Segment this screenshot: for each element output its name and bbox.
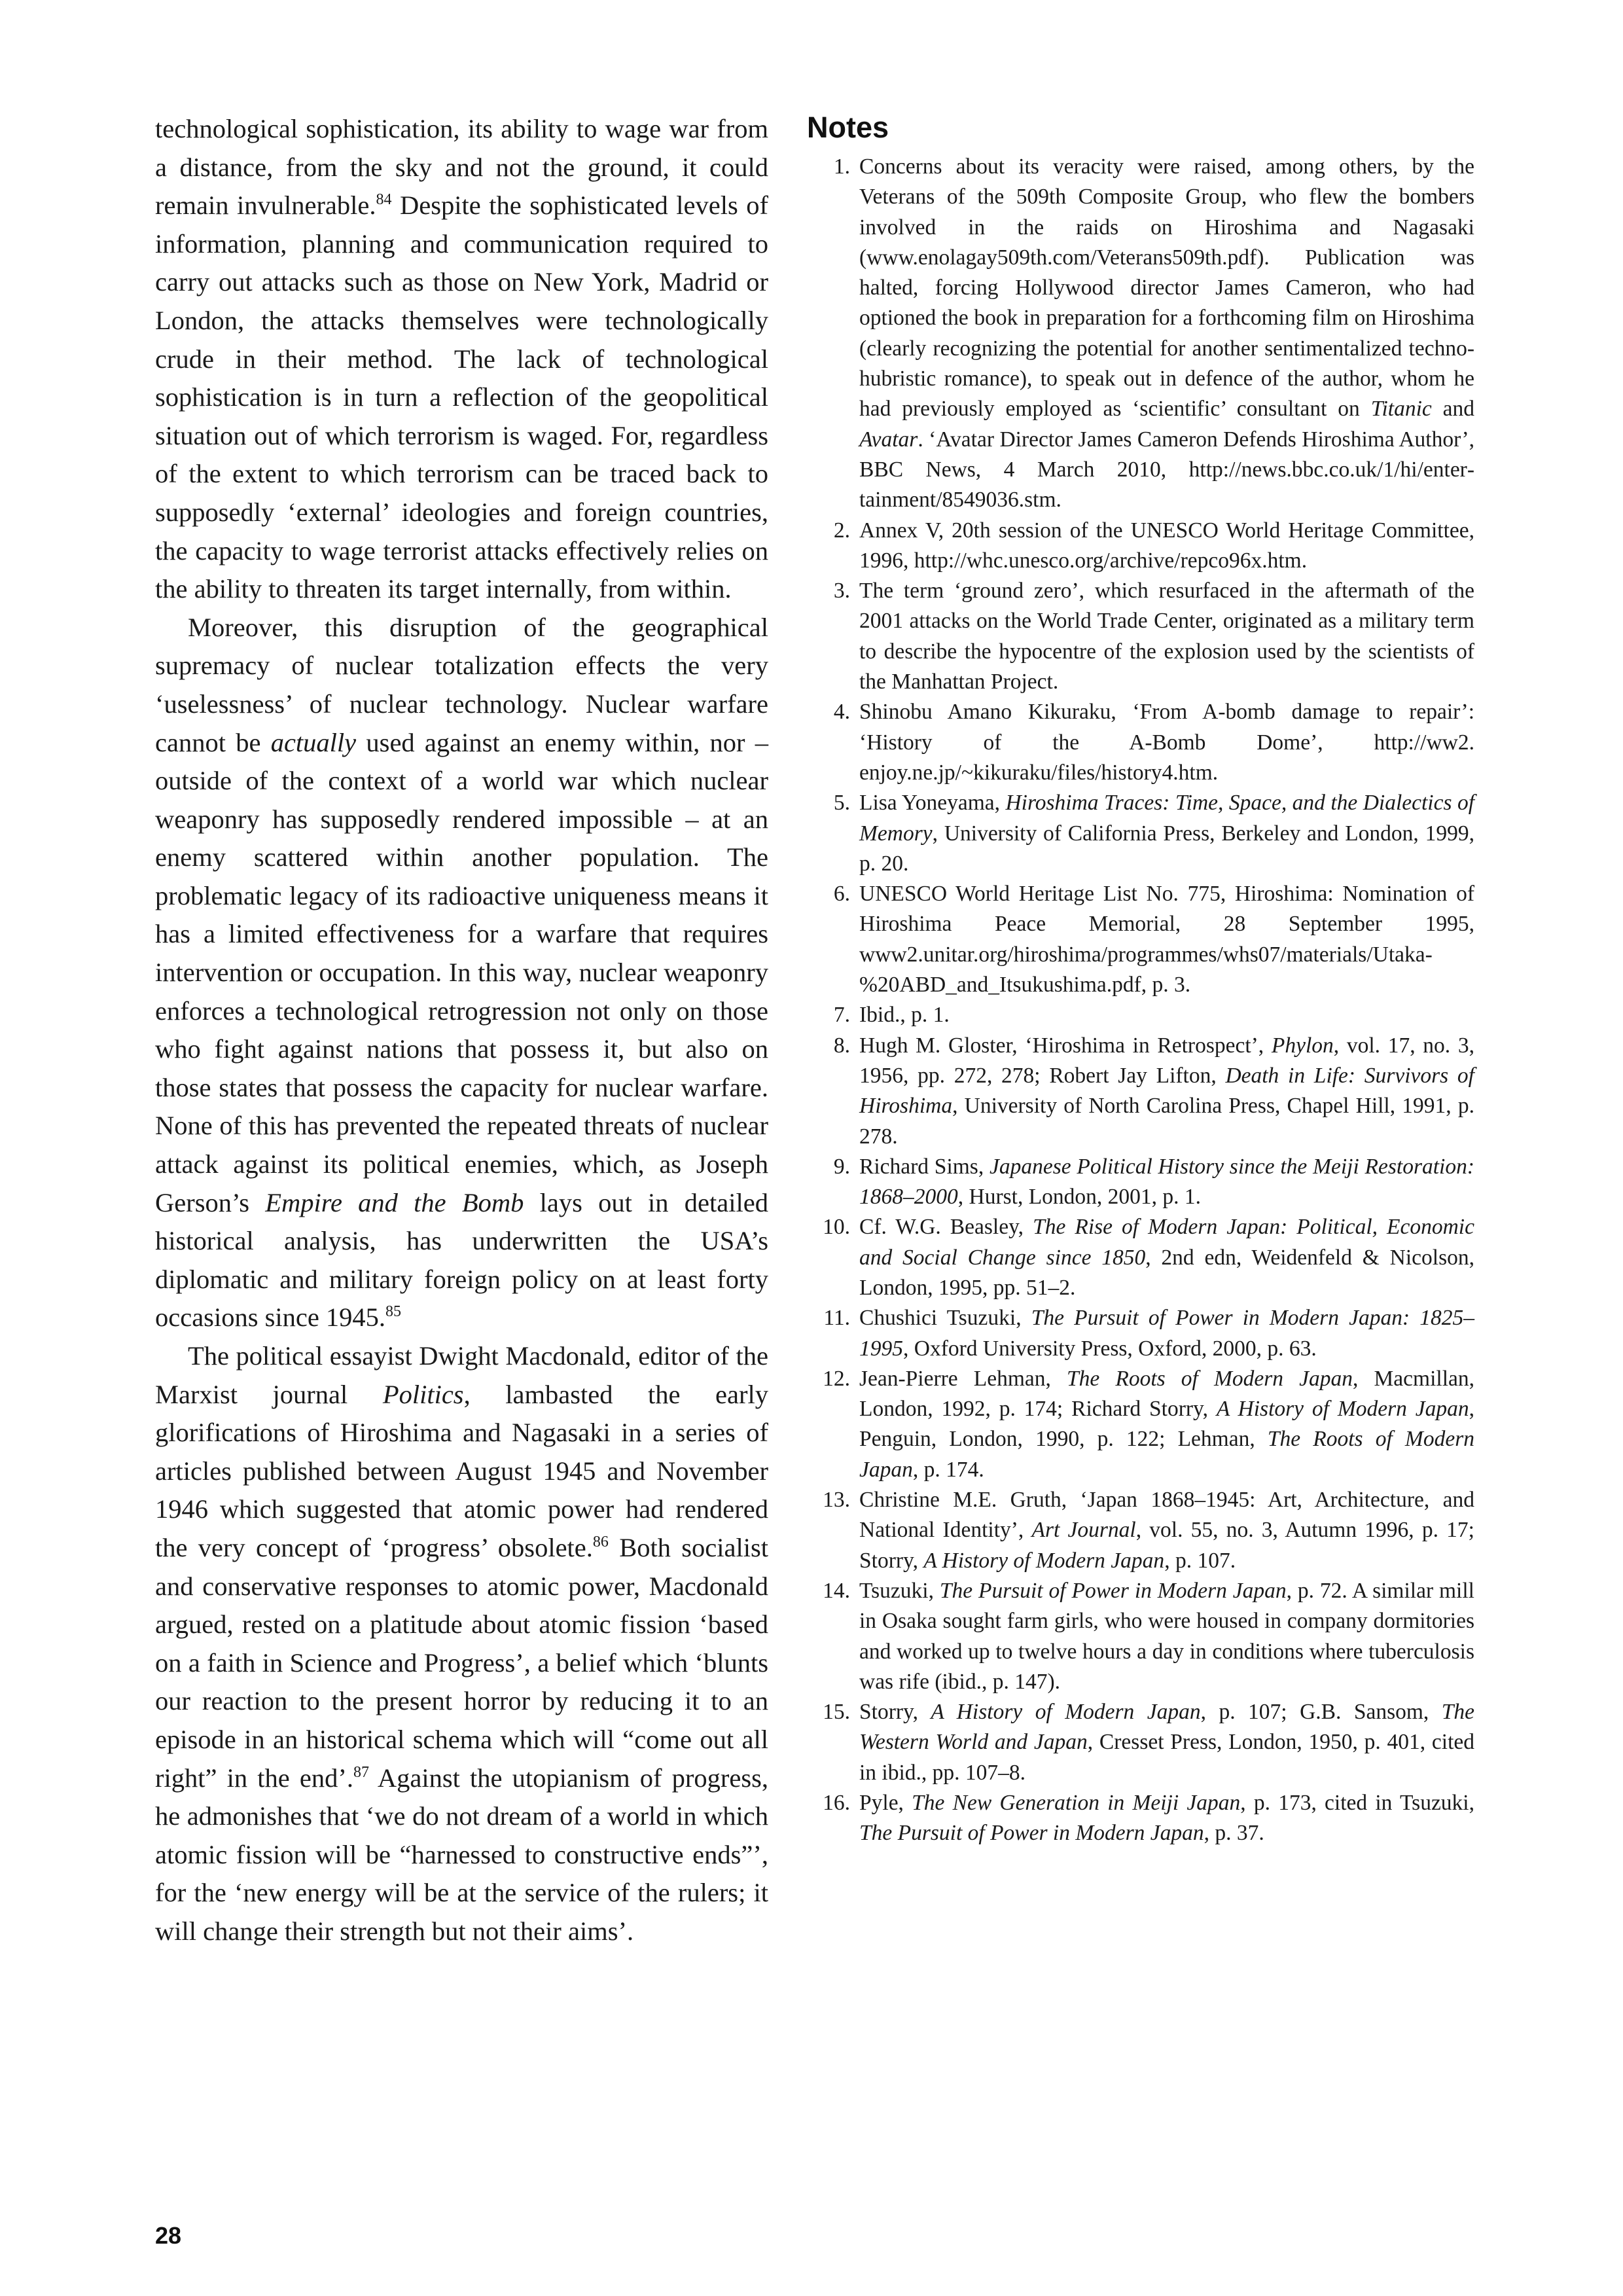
italic-title: The Pursuit of Power in Modern Japan <box>859 1821 1204 1846</box>
body-paragraph <box>155 1337 768 1951</box>
note-number: 3. <box>833 579 850 603</box>
note-item <box>807 1364 1474 1485</box>
italic-title: The Pursuit of Power in Modern Japan <box>939 1578 1287 1603</box>
text-run: Richard Sims, <box>859 1154 990 1179</box>
notes-list <box>807 152 1474 1849</box>
italic-title: Phylon <box>1271 1033 1334 1058</box>
text-run: , p. 107. <box>1164 1548 1236 1573</box>
note-item <box>807 1576 1474 1697</box>
italic-title: A History of Modern Japan <box>1216 1397 1469 1422</box>
text-run: and <box>1431 397 1475 422</box>
text-run: , Oxford University Press, Oxford, 2000, p. 63. <box>903 1336 1317 1361</box>
italic-title: A History of Modern Japan <box>931 1700 1201 1725</box>
text-run: , vol. 55, no. 3, Autumn 1996, p. 17; Storry, <box>859 1518 1474 1573</box>
note-number: 12. <box>823 1366 850 1391</box>
text-run: Tsuzuki, <box>859 1578 940 1603</box>
italic-title: Politics <box>382 1379 464 1409</box>
main-text-column <box>155 110 768 1951</box>
text-run: used against an enemy within, nor – outside of the context of a world war which nuclear weaponry has supposedly rendered impossible – at an enemy scattered within another population. The problematic legacy of its radioactive uniqueness means it has a limited effectiveness for a warfare that requires intervention or occupation. In this way, nuclear weaponry enforces a technological retrogression not only on those who fight against nations that possess it, but also on those states that possess the capacity for nuclear warfare. None of this has prevented the repeated threats of nuclear attack against its political enemies, which, as Joseph Gerson’s <box>155 727 768 1217</box>
text-run: , p. 37. <box>1204 1821 1264 1846</box>
note-item <box>807 879 1474 1000</box>
italic-title: Empire and the Bomb <box>265 1187 524 1217</box>
text-run: Hugh M. Gloster, ‘Hiroshima in Retrospect’, <box>859 1033 1272 1058</box>
italic-title: Art Journal <box>1031 1518 1136 1543</box>
text-run: , p. 72. A similar mill in Osaka sought farm girls, who were housed in company dormitories and worked up to twelve hours a day in conditions where tuberculosis was rife (ibid., p. 147). <box>859 1578 1474 1694</box>
note-item <box>807 1303 1474 1364</box>
text-run: Cf. W.G. Beasley, <box>859 1215 1033 1240</box>
footnote-marker: 85 <box>385 1303 402 1321</box>
note-number: 9. <box>833 1154 850 1179</box>
italic-title: Death in Life: Survivors of Hiroshima <box>859 1063 1474 1119</box>
text-run: , Penguin, London, 1990, p. 122; Lehman, <box>859 1397 1474 1452</box>
text-run: , University of California Press, Berkeley and London, 1999, p. 20. <box>859 821 1474 876</box>
italic-title: Hiroshima Traces: Time, Space, and the Dialectics of Memory <box>859 791 1474 846</box>
note-number: 16. <box>823 1791 850 1816</box>
note-item <box>807 788 1474 879</box>
text-run: Concerns about its veracity were raised, among others, by the Veterans of the 509th Composite Group, who flew the bombers involved in the raids on Hiroshima and Nagasaki (www.enolagay509th.com/Veterans509th.​pdf). Publication was halted, forcing Hollywood director James Cameron, who had optioned the book in preparation for a forthcoming film on Hiroshima (clearly recognizing the potential for another sentimentalized techno-hubristic romance), to speak out in defence of the author, whom he had previously employed as ‘scientific’ consultant on <box>859 154 1474 422</box>
text-run: , p. 107; G.B. Sansom, <box>1200 1700 1442 1725</box>
italic-title: The Rise of Modern Japan: Political, Economic and Social Change since 1850 <box>859 1215 1474 1270</box>
note-item <box>807 1212 1474 1303</box>
footnote-marker: 87 <box>353 1763 369 1781</box>
text-run: Christine M.E. Gruth, ‘Japan 1868–1945: Art, Architecture, and National Identity’, <box>859 1488 1474 1543</box>
italic-title: The Pursuit of Power in Modern Japan: 1825–1995 <box>859 1306 1474 1361</box>
note-number: 4. <box>833 700 850 725</box>
text-run: , p. 174. <box>912 1457 984 1482</box>
note-number: 10. <box>823 1215 850 1240</box>
text-run: , 2nd edn, Weidenfeld & Nicolson, London, 1995, pp. 51–2. <box>859 1245 1474 1300</box>
note-item <box>807 697 1474 788</box>
note-number: 8. <box>833 1033 850 1058</box>
text-run: Lisa Yoneyama, <box>859 791 1006 816</box>
note-number: 2. <box>833 518 850 543</box>
footnote-marker: 84 <box>376 191 392 209</box>
italic-title: Japanese Political History since the Meiji Restoration: 1868–2000 <box>859 1154 1475 1210</box>
italic-title: The Western World and Japan <box>859 1700 1474 1755</box>
note-number: 6. <box>833 882 850 906</box>
note-item <box>807 1000 1474 1030</box>
italic-title: The Roots of Modern Japan <box>1067 1366 1353 1391</box>
text-run: Ibid., p. 1. <box>859 1003 950 1028</box>
text-run: , Hurst, London, 2001, p. 1. <box>957 1185 1202 1210</box>
notes-column <box>807 111 1474 1849</box>
note-item <box>807 1788 1474 1849</box>
italic-title: actually <box>270 727 357 757</box>
text-run: . ‘Avatar Director James Cameron Defends Hiroshima Author’, BBC News, 4 March 2010, http://news.bbc.co.uk/1/hi/entertainment/8549036.stm. <box>859 427 1474 512</box>
text-run: Moreover, this disruption of the geographical supremacy of nuclear totalization effects the very ‘uselessness’ of nuclear technology. Nuclear warfare cannot be <box>155 612 768 757</box>
italic-title: The New Generation in Meiji Japan <box>912 1791 1241 1816</box>
note-item <box>807 576 1474 697</box>
note-item <box>807 1697 1474 1788</box>
italic-title: Avatar <box>859 427 918 452</box>
text-run: , p. 173, cited in Tsuzuki, <box>1240 1791 1474 1816</box>
note-number: 1. <box>833 154 850 179</box>
text-run: Against the utopianism of progress, he admonishes that ‘we do not dream of a world in which atomic fission will be “harnessed to constructive ends”’, for the ‘new energy will be at the service of the rulers; it will change their strength but not their aims’. <box>155 1763 768 1946</box>
text-run: , lambasted the early glorifications of Hiroshima and Nagasaki in a series of articles published between August 1945 and November 1946 which suggested that atomic power had rendered the very concept of ‘progress’ obsolete. <box>155 1379 768 1562</box>
text-run: technological sophistication, its ability to wage war from a distance, from the sky and not the ground, it could remain invulnerable. <box>155 114 768 221</box>
text-run: UNESCO World Heritage List No. 775, Hiroshima: Nomination of Hiroshima Peace Memorial, 28 September 1995, www2.unitar.org/hiroshima/programmes/whs07/​materials/Utaka-%20ABD_and_Itsukushima.pdf, p. 3. <box>859 882 1474 997</box>
text-run: Shinobu Amano Kikuraku, ‘From A-bomb damage to repair’: ‘History of the A-Bomb Dome’, http://ww2.​enjoy.ne.jp/~kikuraku/files/history4.htm. <box>859 700 1474 785</box>
text-run: , Cresset Press, London, 1950, p. 401, cited in ibid., pp. 107–8. <box>859 1730 1474 1785</box>
note-item <box>807 1485 1474 1576</box>
note-number: 11. <box>823 1306 850 1331</box>
note-number: 5. <box>833 791 850 816</box>
text-run: Storry, <box>859 1700 931 1725</box>
text-run: Despite the sophisticated levels of information, planning and communication required to carry out attacks such as those on New York, Madrid or London, the attacks themselves were technologically crude in their method. The lack of technological sophistication is in turn a reflection of the geopolitical situation out of which terrorism is waged. For, regardless of the extent to which terrorism can be traced back to supposedly ‘external’ ideologies and foreign countries, the capacity to wage terrorist attacks effectively relies on the ability to threaten its target internally, from within. <box>155 190 768 604</box>
note-item <box>807 516 1474 577</box>
text-run: Both socialist and conservative responses to atomic power, Macdonald argued, rested on a platitude about atomic fission ‘based on a faith in Science and Progress’, a belief which ‘blunts our reaction to the present horror by reducing it to an episode in an historical schema which will “come out all right” in the end’. <box>155 1532 769 1793</box>
note-number: 7. <box>833 1003 850 1028</box>
text-run: , Macmillan, London, 1992, p. 174; Richard Storry, <box>859 1366 1474 1422</box>
note-number: 15. <box>823 1700 850 1725</box>
italic-title: A History of Modern Japan <box>923 1548 1165 1573</box>
text-run: Annex V, 20th session of the UNESCO World Heritage Committee, 1996, http://whc.unesco.org/archive/repco96x.htm. <box>859 518 1474 573</box>
text-run: Chushici Tsuzuki, <box>859 1306 1031 1331</box>
text-run: , University of North Carolina Press, Chapel Hill, 1991, p. 278. <box>859 1094 1474 1149</box>
text-run: , vol. 17, no. 3, 1956, pp. 272, 278; Robert Jay Lifton, <box>859 1033 1475 1088</box>
italic-title: The Roots of Modern Japan <box>859 1427 1474 1482</box>
note-item <box>807 1152 1474 1213</box>
text-run: Jean-Pierre Lehman, <box>859 1366 1067 1391</box>
note-item <box>807 1031 1474 1152</box>
footnote-marker: 86 <box>592 1533 609 1551</box>
note-number: 13. <box>823 1488 850 1513</box>
note-number: 14. <box>823 1578 850 1603</box>
note-item <box>807 152 1474 516</box>
text-run: The term ‘ground zero’, which resurfaced in the aftermath of the 2001 attacks on the World Trade Center, originated as a military term to describe the hypocentre of the explosion used by the scientists of the Manhattan Project. <box>859 579 1474 694</box>
italic-title: Titanic <box>1370 397 1432 422</box>
body-paragraph <box>155 110 768 609</box>
text-run: The political essayist Dwight Macdonald, editor of the Marxist journal <box>155 1341 768 1409</box>
body-paragraph <box>155 609 768 1337</box>
text-run: lays out in detailed historical analysis, has underwritten the USA’s diplomatic and military foreign policy on at least forty occasions since 1945. <box>155 1187 768 1333</box>
page-number: 28 <box>155 2222 182 2249</box>
text-run: Pyle, <box>859 1791 912 1816</box>
notes-heading: Notes <box>807 111 889 144</box>
